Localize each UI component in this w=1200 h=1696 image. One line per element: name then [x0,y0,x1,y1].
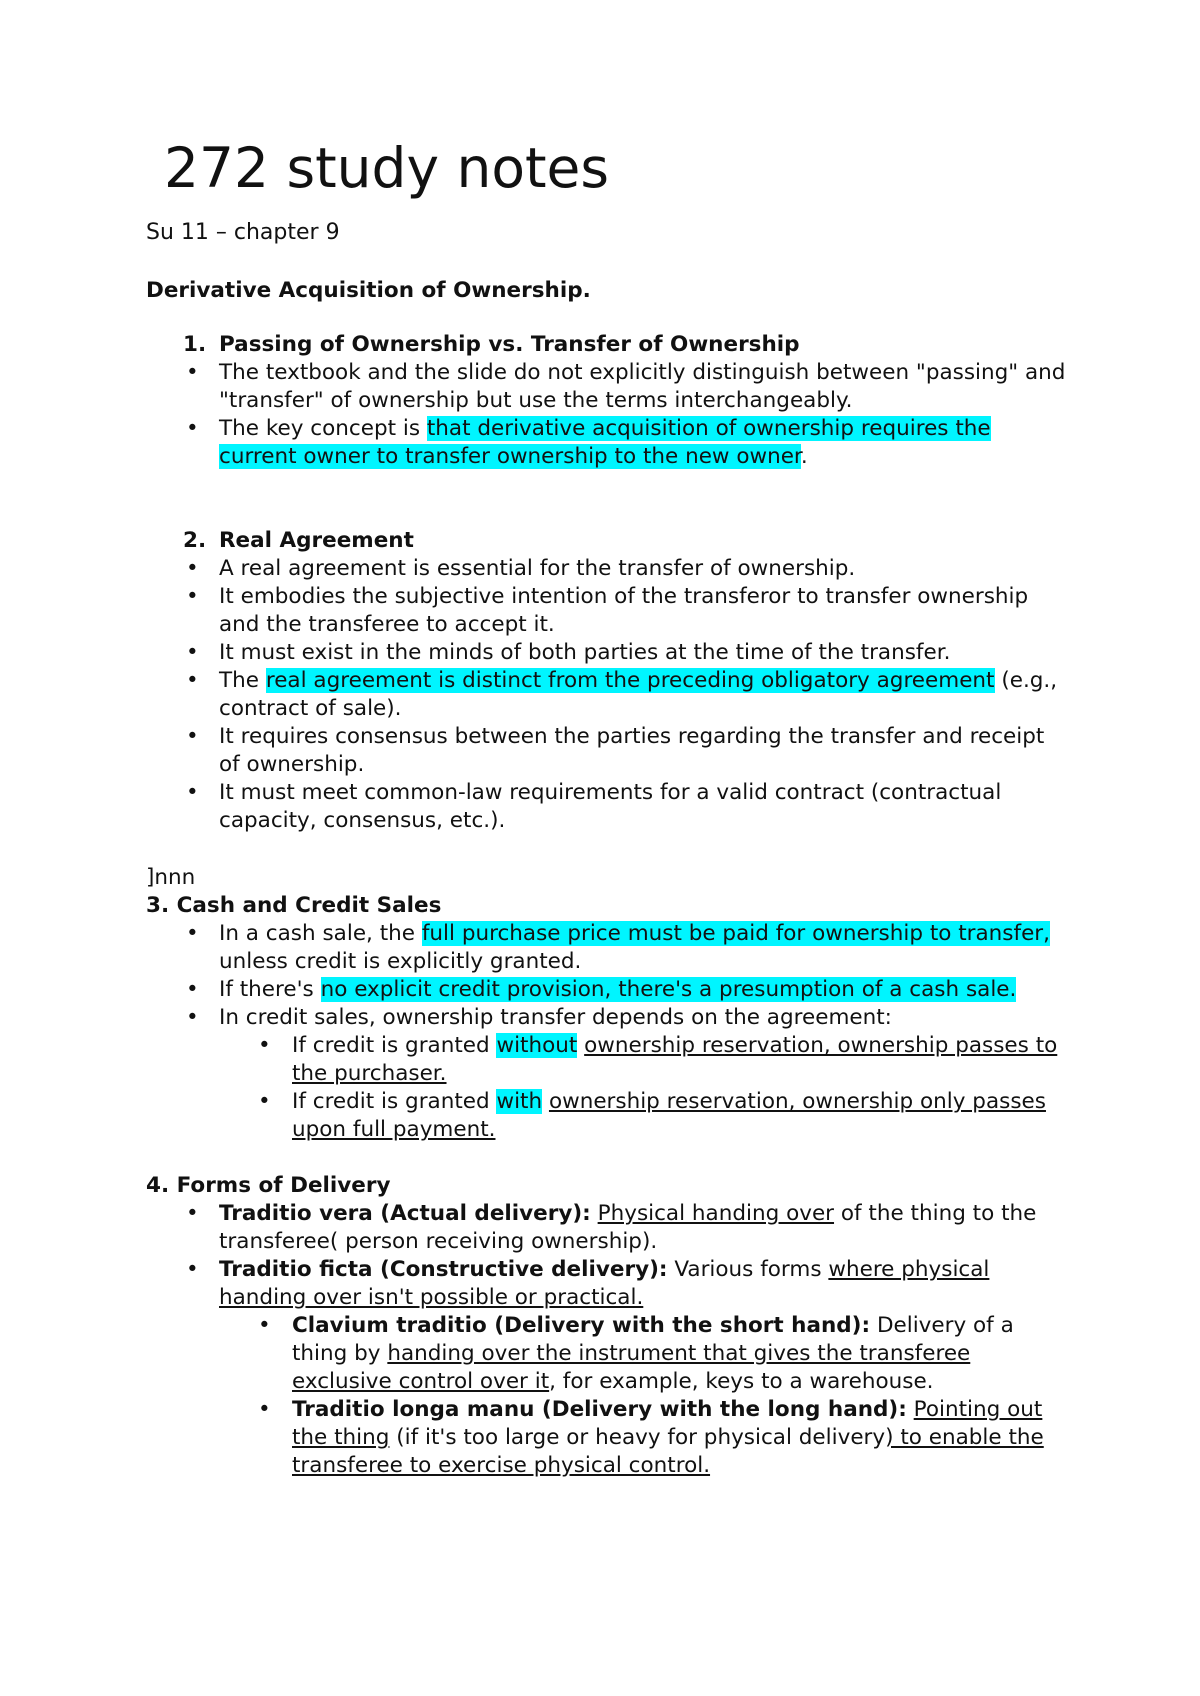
bullet-text: . [800,444,808,469]
bullet-text: , for example, keys to a warehouse. [549,1369,934,1394]
term-label: Traditio ficta (Constructive delivery): [219,1257,668,1282]
underlined-text: ) to enable the transferee to exercise physical control. [292,1425,1044,1478]
bullet-text: of the thing to the transferee( person receiving ownership). [219,1201,1037,1254]
list-item [146,667,1066,723]
bullet-text: If credit is granted [292,1089,497,1114]
list-item [146,583,1066,639]
bullet-text: It embodies the subjective intention of the transferor to transfer ownership and the transferee to accept it. [219,584,1029,637]
highlighted-text: without [496,1033,578,1058]
list-item [146,555,1066,583]
bullet-text: unless credit is explicitly granted. [219,949,582,974]
section-1-number: 1. [183,332,207,357]
sub-list-item [146,1032,1066,1088]
section-1 [146,331,1066,471]
bullet-text: It requires consensus between the parties regarding the transfer and receipt of ownership. [219,724,1045,777]
subtitle: Su 11 – chapter 9 [146,220,340,245]
section-4-list [146,1200,1066,1480]
underlined-text: ownership reservation, ownership passes to the purchaser. [292,1033,1058,1086]
list-item [146,920,1066,976]
underlined-text: ownership reservation, ownership only passes upon full payment. [292,1089,1046,1142]
sub-list-item [146,1396,1066,1480]
bullet-text: (if it's too large or heavy for physical delivery [389,1425,886,1450]
list-item [146,1200,1066,1256]
list-item [146,1256,1066,1312]
section-1-list [146,359,1066,471]
section-2-title [146,527,1066,555]
section-3 [146,892,1066,1144]
highlighted-text: full purchase price must be paid for ownership to transfer, [421,921,1050,946]
bullet-text: It must exist in the minds of both parties at the time of the transfer. [219,640,951,665]
highlighted-text: no explicit credit provision, there's a presumption of a cash sale. [320,977,1017,1002]
section-2-list [146,555,1066,835]
highlighted-text: with [496,1089,543,1114]
stray-text: ]nnn [146,865,196,890]
bullet-text: (e.g., contract of sale). [219,668,1058,721]
list-item [146,976,1066,1004]
bullet-text: The [219,668,266,693]
bullet-text: A real agreement is essential for the transfer of ownership. [219,556,856,581]
highlighted-text: that derivative acquisition of ownership requires the current owner to transfer ownership to the new owner [219,416,991,469]
term-label: Traditio longa manu (Delivery with the long hand): [292,1397,907,1422]
list-item [146,1004,1066,1032]
term-label: Traditio vera (Actual delivery): [219,1201,591,1226]
list-item [146,639,1066,667]
bullet-text: It must meet common-law requirements for a valid contract (contractual capacity, consensus, etc.). [219,780,1002,833]
list-item [146,779,1066,835]
section-1-title [146,331,1066,359]
section-2 [146,527,1066,835]
section-3-list [146,920,1066,1144]
underlined-text: where physical handing over isn't possible or practical. [219,1257,990,1310]
bullet-text: Delivery of a thing by [292,1313,1014,1366]
section-2-number: 2. [183,528,207,553]
section-4 [146,1172,1066,1480]
page-title: 272 study notes [164,136,610,200]
spacer-text [591,1201,598,1226]
highlighted-text: real agreement is distinct from the preceding obligatory agreement [265,668,995,693]
main-heading: Derivative Acquisition of Ownership. [146,278,591,303]
spacer-text [542,1089,549,1114]
underlined-text: Pointing out the thing [292,1397,1043,1450]
bullet-text: If credit is granted [292,1033,497,1058]
bullet-text: The textbook and the slide do not explicitly distinguish between "passing" and "transfer" of ownership but use the terms interchangeably. [219,360,1066,413]
spacer-text [907,1397,914,1422]
bullet-text: In a cash sale, the [219,921,422,946]
bullet-text: If there's [219,977,321,1002]
underlined-text: Physical handing over [597,1201,835,1226]
section-4-title: 4. Forms of Delivery [146,1173,391,1198]
section-3-title: 3. Cash and Credit Sales [146,893,442,918]
underlined-text: handing over the instrument that gives the transferee exclusive control over it [292,1341,971,1394]
bullet-text: The key concept is [219,416,427,441]
list-item [146,415,1066,471]
sub-list-item [146,1312,1066,1396]
list-item [146,723,1066,779]
bullet-text: In credit sales, ownership transfer depends on the agreement: [219,1005,892,1030]
section-2-title-text: Real Agreement [219,528,414,553]
section-1-title-text: Passing of Ownership vs. Transfer of Ownership [219,332,800,357]
term-label: Clavium traditio (Delivery with the short hand): [292,1313,871,1338]
list-item [146,359,1066,415]
bullet-text: Various forms [667,1257,829,1282]
sub-list-item [146,1088,1066,1144]
